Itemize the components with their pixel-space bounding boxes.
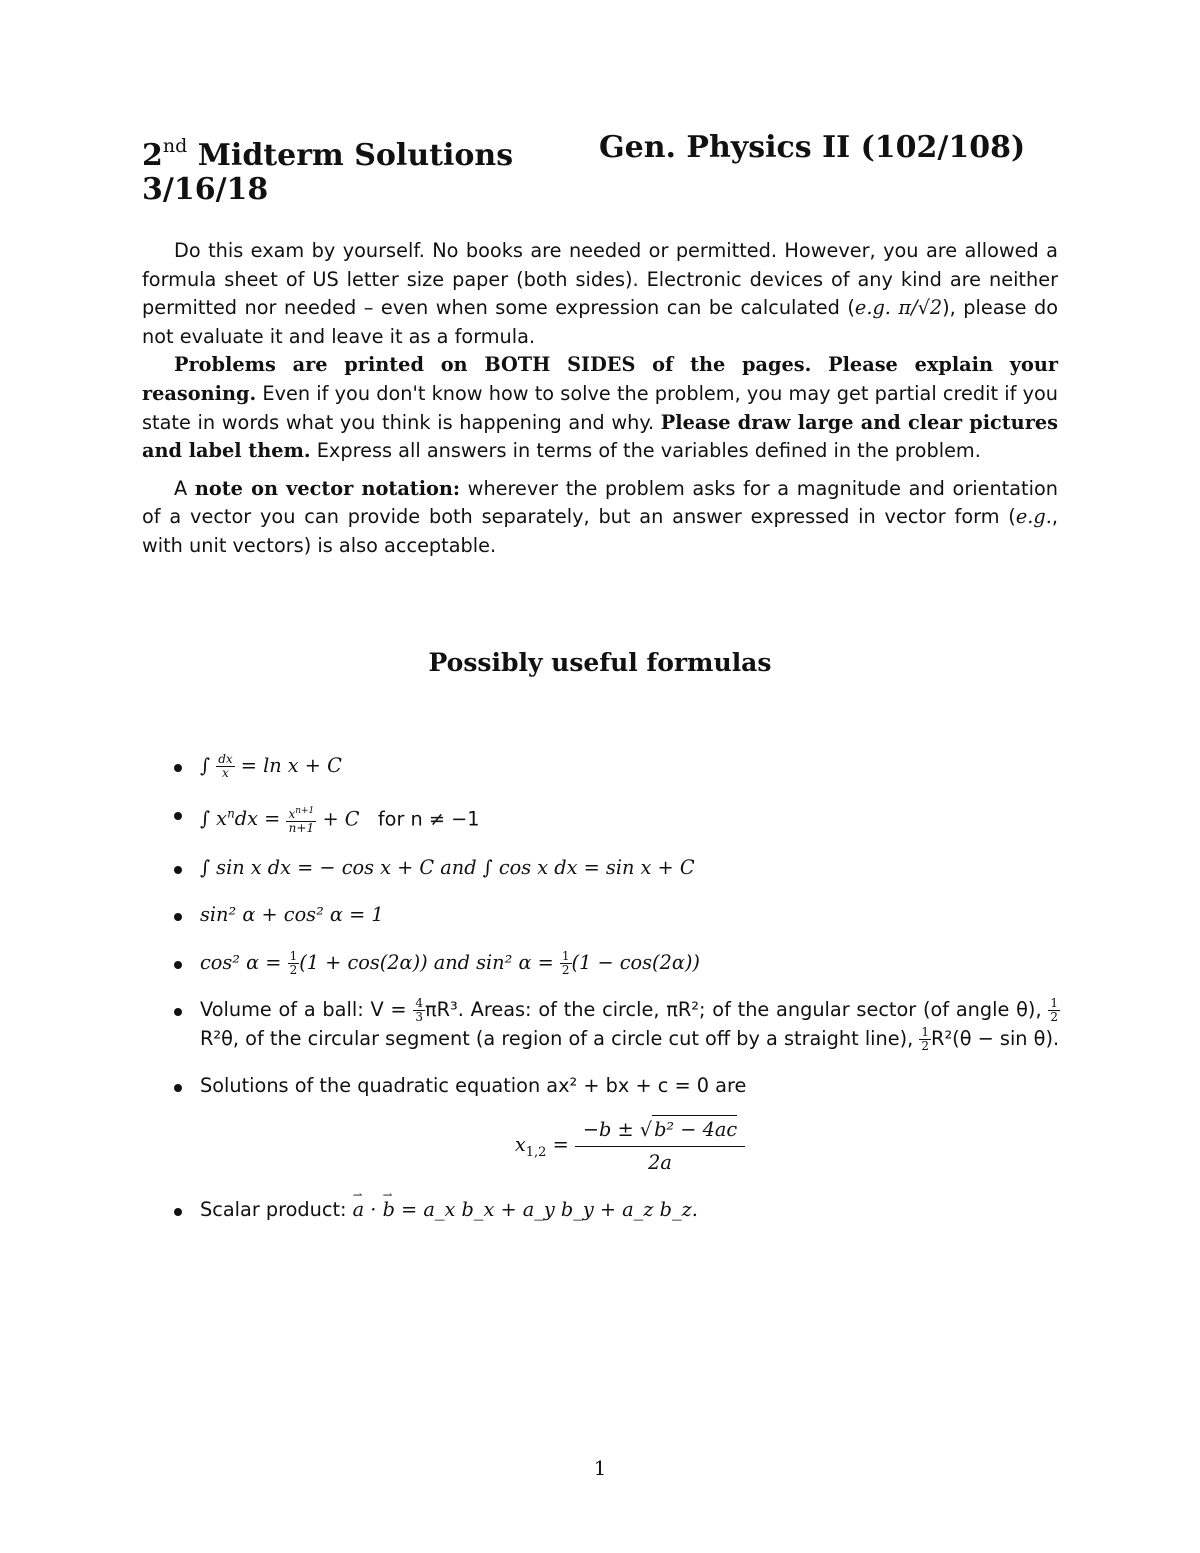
title-course: Gen. Physics II (102/108) [599, 130, 1026, 165]
vector-notation-note: A note on vector notation: wherever the problem asks for a magnitude and orientation of a vector you can provide both separately, but an answer expressed in vector form (e.g., with unit vectors) is also acceptable. [142, 476, 1058, 557]
instructions [142, 237, 1058, 561]
formula-item: Scalar product: ⇀ a · ⇀ b = a_x b_x + a_y b_y + a_z b_z. [170, 1196, 1060, 1225]
quadratic-formula: $x_{1,2}$ = $\frac{\text{−b ± √ b² − 4ac}}{2a}$ [200, 1115, 1060, 1177]
formula-item: sin² α + cos² α = 1 [170, 901, 1060, 930]
formula-list [170, 752, 1060, 1244]
formula-item: ∫ $x^ndx$ = $\frac{x^{n+1}}{n+1}$ + C for n ≠ −1 [170, 800, 1060, 835]
formula-item: Volume of a ball: V = $\frac{4}{3}$ πR³. Areas: of the circle, πR²; of the angular sector (of angle θ), $\frac{1}{2}$ R²θ, of the circular segment (a region of a circle cut off by a straight line), $\frac{1}{2}$ R²(θ − sin θ). [170, 996, 1060, 1053]
section-title: Possibly useful formulas [428, 648, 772, 677]
formula-item: ∫ sin x dx = − cos x + C and ∫ cos x dx = sin x + C [170, 854, 1060, 883]
formula-item: Solutions of the quadratic equation ax² + bx + c = 0 are $x_{1,2}$ = $\frac{\text{−b ± √ b² − 4ac}}{2a}$ [170, 1072, 1060, 1177]
formula-item: cos² α = $\frac{1}{2}$ (1 + cos(2α)) and sin² α = $\frac{1}{2}$ (1 − cos(2α)) [170, 949, 1060, 978]
instructions-paragraph-2: Problems are printed on BOTH SIDES of the pages. Please explain your reasoning. Even if you don't know how to solve the problem, you may get partial credit if you state in words what you think is happening and why. Please draw large and clear pictures and label them. Express all answers in terms of the variables defined in the problem. [142, 353, 1058, 463]
formula-item: ∫ $\frac{dx}{x}$ = ln x + C [170, 752, 1060, 781]
title-main: 2nd Midterm Solutions [142, 135, 514, 173]
title-date: 3/16/18 [142, 172, 269, 207]
page-number: 1 [593, 1456, 607, 1480]
instructions-paragraph-1: Do this exam by yourself. No books are needed or permitted. However, you are allowed a formula sheet of US letter size paper (both sides). Electronic devices of any kind are neither permitted nor needed – even when some expression can be calculated (e.g. π/√2), please do not evaluate it and leave it as a formula. [142, 239, 1058, 348]
